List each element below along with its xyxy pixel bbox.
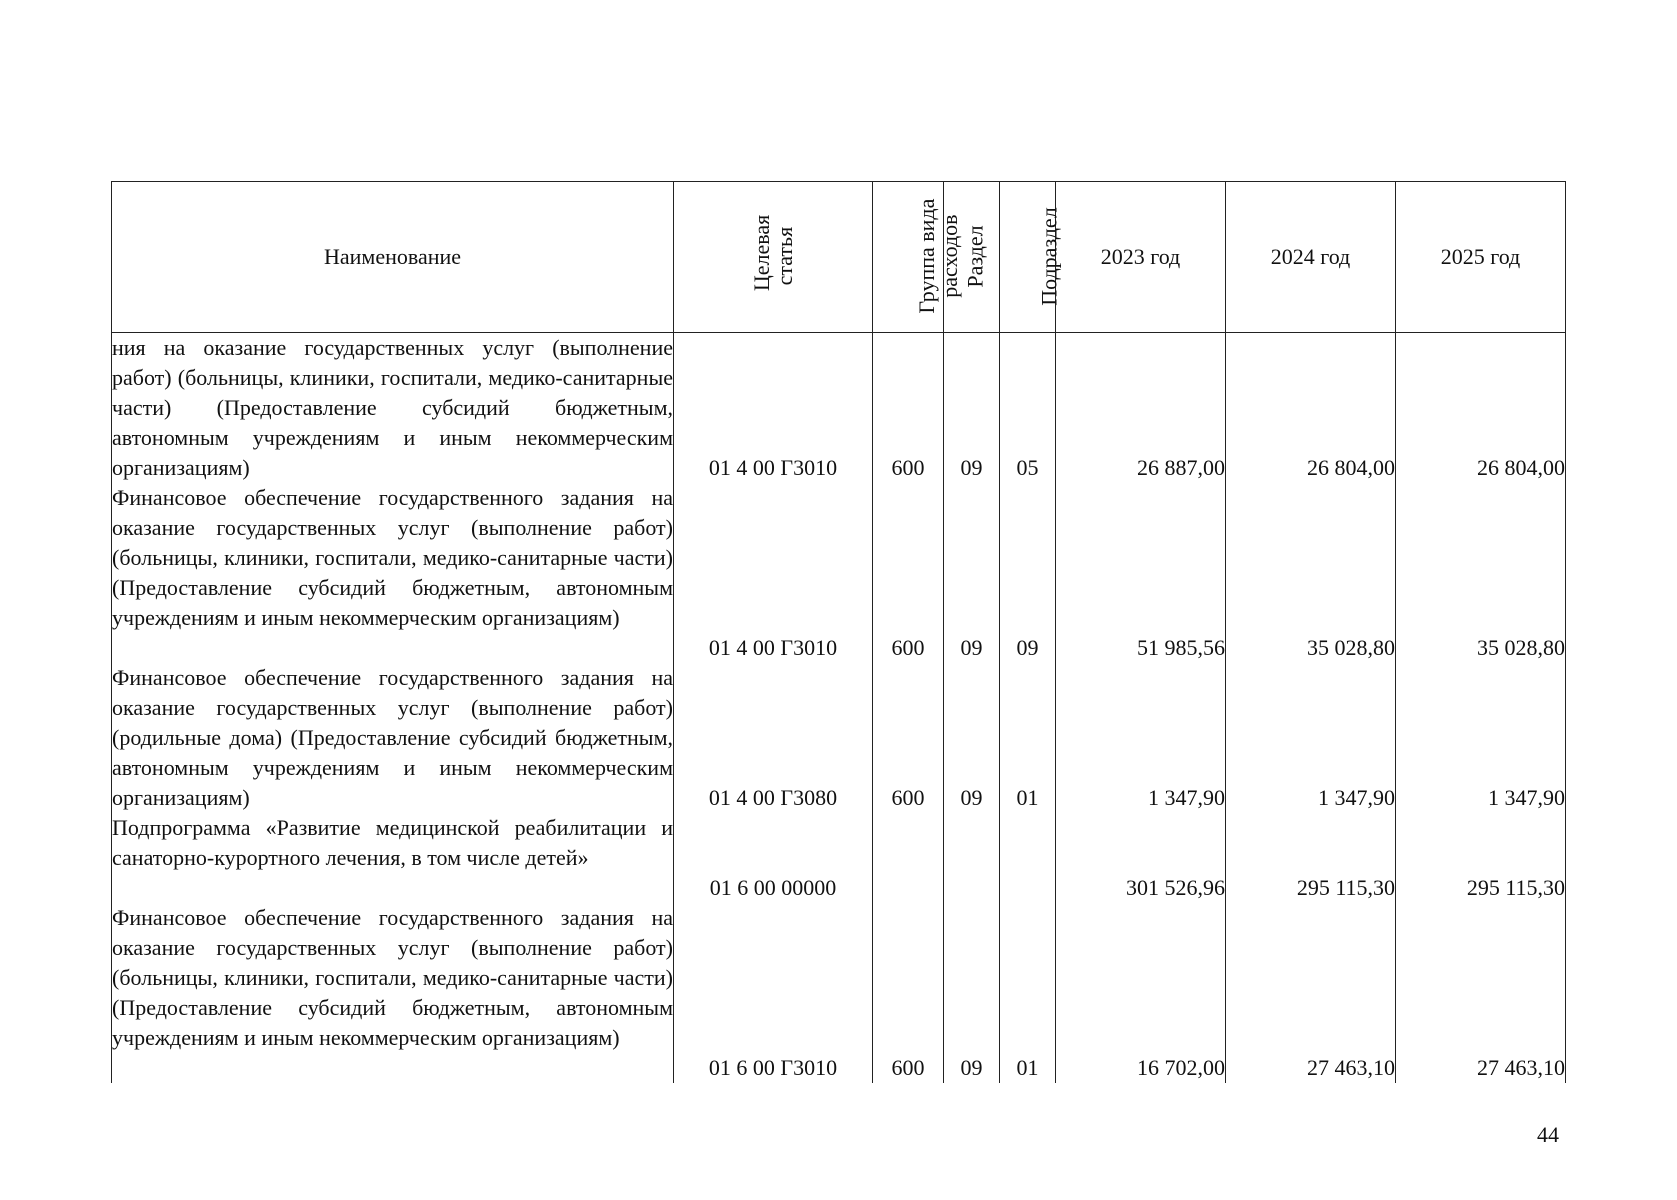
row-2025: 295 115,30: [1396, 813, 1566, 903]
row-name: ния на оказание государственных услуг (выполнение работ) (больницы, клиники, госпитали, медико-санитарные части) (Предоставление субсидий бюджетным, автономным учреждениям и иным некоммерческим организациям): [112, 333, 674, 484]
header-subsection-label: Подраздел: [1036, 207, 1062, 306]
header-name: [112, 182, 674, 333]
header-section-label: Раздел: [962, 225, 988, 288]
table-row: [112, 813, 1566, 903]
row-section: 09: [944, 663, 1000, 813]
row-2025: 26 804,00: [1396, 333, 1566, 484]
row-target-code: 01 4 00 Г3010: [674, 483, 873, 663]
row-group: 600: [873, 483, 944, 663]
row-2024: 1 347,90: [1226, 663, 1396, 813]
table-row: [112, 483, 1566, 663]
header-2025-label: 2025 год: [1440, 244, 1521, 269]
row-subsection: 01: [1000, 663, 1056, 813]
row-subsection: 01: [1000, 903, 1056, 1083]
table-row: [112, 903, 1566, 1083]
row-subsection: 09: [1000, 483, 1056, 663]
row-2023: 16 702,00: [1056, 903, 1226, 1083]
row-2025: 27 463,10: [1396, 903, 1566, 1083]
row-2025: 35 028,80: [1396, 483, 1566, 663]
row-group: [873, 813, 944, 903]
budget-table: [111, 181, 1566, 1083]
header-target-label: Целевая статья: [748, 214, 797, 292]
row-2024: 26 804,00: [1226, 333, 1396, 484]
header-group-label: Группа вида расходов: [913, 198, 962, 314]
header-group: [873, 182, 962, 333]
row-2025: 1 347,90: [1396, 663, 1566, 813]
row-2023: 26 887,00: [1056, 333, 1226, 484]
row-group: 600: [873, 663, 944, 813]
header-target: [674, 182, 873, 333]
row-target-code: 01 6 00 Г3010: [674, 903, 873, 1083]
header-subsection: [1000, 182, 1062, 333]
header-name-label: Наименование: [323, 244, 462, 269]
row-2023: 301 526,96: [1056, 813, 1226, 903]
row-section: 09: [944, 333, 1000, 484]
table-row: [112, 663, 1566, 813]
header-2023-label: 2023 год: [1100, 244, 1181, 269]
row-section: 09: [944, 483, 1000, 663]
header-2024-label: 2024 год: [1270, 244, 1351, 269]
row-2023: 1 347,90: [1056, 663, 1226, 813]
header-2023: [1056, 182, 1226, 333]
row-subsection: [1000, 813, 1056, 903]
row-subsection: 05: [1000, 333, 1056, 484]
row-name: Подпрограмма «Развитие медицинской реабилитации и санаторно-курортного лечения, в том числе детей»: [112, 813, 674, 903]
row-section: [944, 813, 1000, 903]
row-target-code: 01 4 00 Г3080: [674, 663, 873, 813]
row-name: Финансовое обеспечение государственного задания на оказание государственных услуг (выполнение работ) (больницы, клиники, госпитали, медико-санитарные части) (Предоставление субсидий бюджетным, автономным учреждениям и иным некоммерческим организациям): [112, 903, 674, 1083]
header-2025: [1396, 182, 1566, 333]
row-target-code: 01 4 00 Г3010: [674, 333, 873, 484]
header-2024: [1226, 182, 1396, 333]
row-group: 600: [873, 903, 944, 1083]
row-2024: 295 115,30: [1226, 813, 1396, 903]
row-2024: 35 028,80: [1226, 483, 1396, 663]
row-section: 09: [944, 903, 1000, 1083]
row-2024: 27 463,10: [1226, 903, 1396, 1083]
row-target-code: 01 6 00 00000: [674, 813, 873, 903]
table-row: [112, 333, 1566, 484]
page-number: 44: [1537, 1122, 1559, 1147]
row-name: Финансовое обеспечение государственного задания на оказание государственных услуг (выполнение работ) (родильные дома) (Предоставление субсидий бюджетным, автономным учреждениям и иным некоммерческим организациям): [112, 663, 674, 813]
row-group: 600: [873, 333, 944, 484]
header-row: [112, 182, 1566, 333]
row-name: Финансовое обеспечение государственного задания на оказание государственных услуг (выполнение работ) (больницы, клиники, госпитали, медико-санитарные части) (Предоставление субсидий бюджетным, автономным учреждениям и иным некоммерческим организациям): [112, 483, 674, 663]
row-2023: 51 985,56: [1056, 483, 1226, 663]
